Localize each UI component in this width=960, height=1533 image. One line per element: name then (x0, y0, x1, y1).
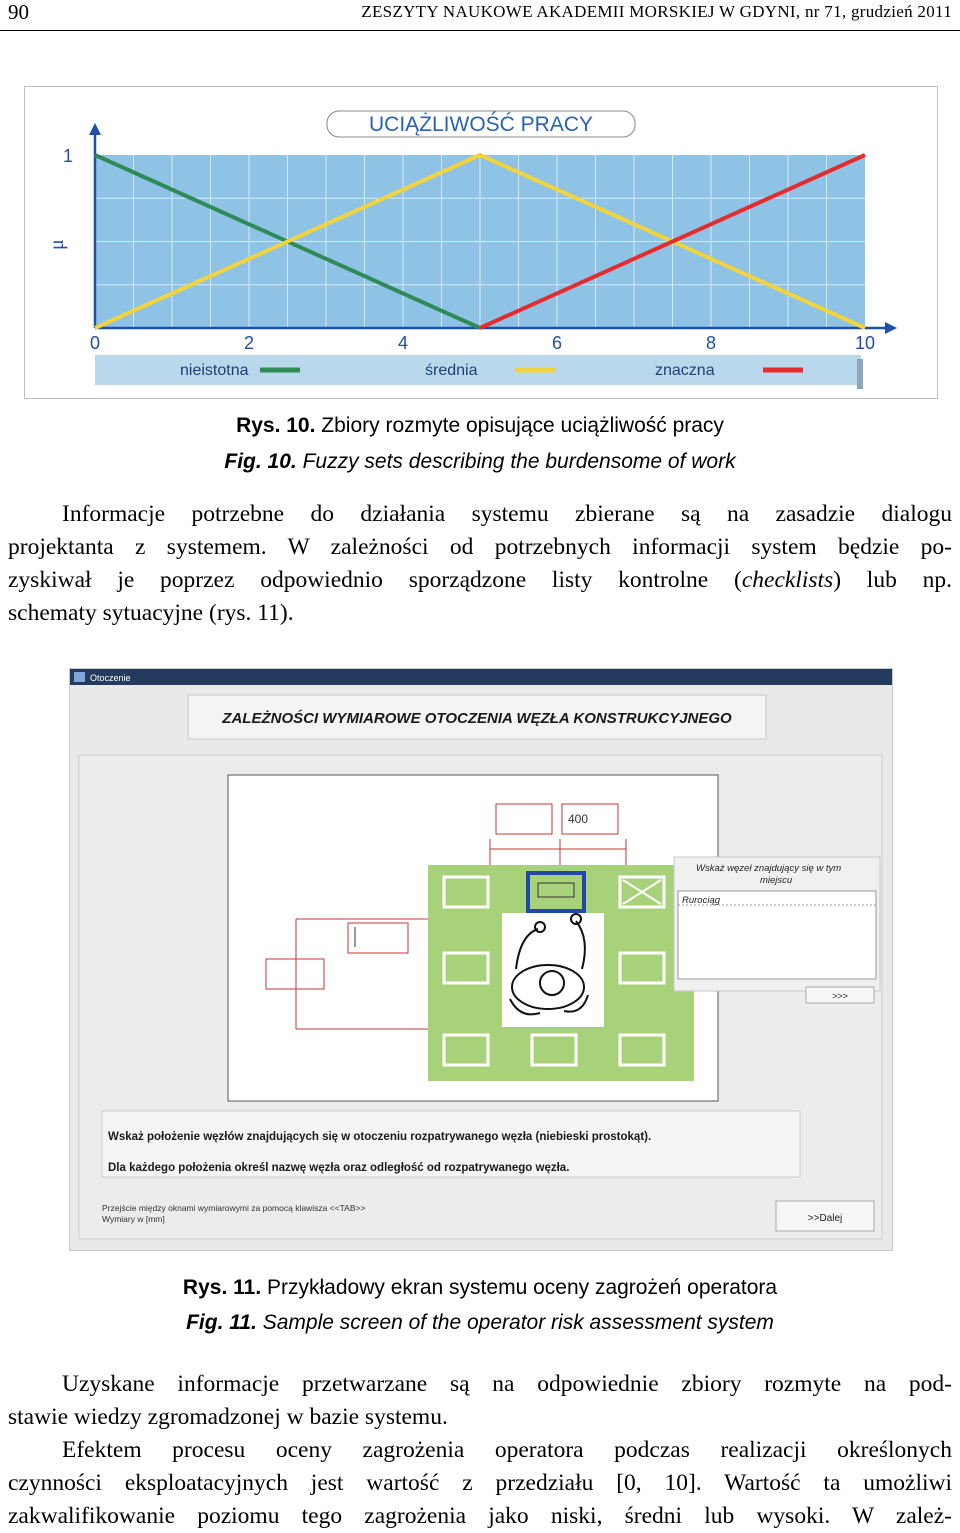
body-paragraph-3 (8, 1434, 952, 1533)
x-tick-label: 4 (397, 333, 409, 353)
selected-node[interactable] (528, 873, 584, 911)
dimension-input[interactable] (496, 804, 552, 834)
y-axis-arrow (89, 123, 101, 135)
x-tick-label: 8 (705, 333, 717, 353)
text-run: ) lub np. (833, 567, 952, 593)
x-tick-labels (90, 333, 875, 353)
text-line: czynności eksploatacyjnych jest wartość z przedziału [0, 10]. Wartość ta umożliwi (8, 1470, 952, 1496)
footnote-line: Przejście między oknami wymiarowymi za pomocą klawisza <<TAB>> (102, 1203, 366, 1213)
instruction-line: Wskaż położenie węzłów znajdujących się w otoczeniu rozpatrywanego węzła (niebieski prostokąt). (108, 1131, 652, 1143)
body-paragraph-2 (8, 1368, 952, 1434)
x-tick-label: 6 (551, 333, 563, 353)
next-button-label: >>Dalej (807, 1213, 843, 1224)
page-number: 90 (8, 0, 29, 24)
caption-text: Fuzzy sets describing the burdensome of work (296, 450, 736, 473)
button-label: >>> (832, 991, 848, 1001)
figure-11-caption-pl (0, 1276, 960, 1300)
node-slot[interactable] (532, 1035, 576, 1065)
node-slot[interactable] (444, 1035, 488, 1065)
italic-term: checklists (741, 567, 834, 593)
figure-10-chart (24, 86, 938, 399)
text-line: schematy sytuacyjne (rys. 11). (8, 600, 294, 626)
text-line: projektanta z systemem. W zależności od potrzebnych informacji system będzie po- (8, 534, 952, 560)
legend-label: nieistotna (180, 362, 249, 379)
running-header: ZESZYTY NAUKOWE AKADEMII MORSKIEJ W GDYNI, nr 71, grudzień 2011 (361, 2, 952, 21)
side-panel-prompt: Wskaż węzeł znajdujący się w tym (696, 863, 842, 874)
caption-label: Fig. 10. (224, 450, 297, 473)
figure-10-caption-pl (0, 414, 960, 438)
caption-text: Zbiory rozmyte opisujące uciążliwość pracy (315, 414, 724, 437)
side-panel-prompt: miejscu (760, 875, 793, 886)
dimension-input[interactable] (348, 923, 408, 953)
figure-11-screenshot (69, 668, 893, 1251)
window-titlebar[interactable] (70, 669, 892, 685)
figure-11-caption-en (0, 1311, 960, 1335)
caption-label: Rys. 11. (182, 1276, 262, 1299)
window-icon (74, 672, 85, 682)
node-slot[interactable] (620, 953, 664, 983)
header-rule (0, 30, 960, 31)
dimension-input[interactable] (266, 959, 324, 989)
x-tick-label: 2 (243, 333, 255, 353)
y-axis-label: μ (46, 239, 68, 250)
text-line: Informacje potrzebne do działania systemu zbierane są na zasadzie dialogu (62, 501, 952, 527)
text-line: Uzyskane informacje przetwarzane są na odpowiednie zbiory rozmyte na pod- (62, 1371, 952, 1397)
node-name-value: Rurociąg (682, 895, 721, 906)
footnote-line: Wymiary w [mm] (102, 1214, 165, 1224)
figure-10-caption-en (0, 450, 960, 474)
node-slot[interactable] (444, 953, 488, 983)
x-axis-arrow (885, 322, 897, 334)
node-slot[interactable] (444, 877, 488, 907)
text-line: stawie wiedzy zgromadzonej w bazie systemu. (8, 1404, 448, 1430)
x-tick-label: 10 (854, 333, 876, 353)
legend-band-shadow (857, 359, 863, 389)
node-slot[interactable] (620, 1035, 664, 1065)
text-line: Efektem procesu oceny zagrożenia operatora podczas realizacji określonych (62, 1437, 952, 1463)
caption-label: Rys. 10. (236, 414, 316, 437)
text-run: zyskiwał je poprzez odpowiednio sporządzone listy kontrolne ( (8, 567, 742, 593)
legend-label: średnia (425, 362, 478, 379)
caption-text: Przykładowy ekran systemu oceny zagrożeń operatora (261, 1276, 778, 1299)
caption-label: Fig. 11. (186, 1311, 257, 1334)
text-line: zakwalifikowanie poziomu tego zagrożenia jako niski, średni lub wysoki. W zależ- (8, 1503, 952, 1529)
legend-label: znaczna (655, 362, 715, 379)
window-title: Otoczenie (90, 673, 131, 683)
fuzzy-sets-chart (25, 87, 937, 398)
caption-text: Sample screen of the operator risk assessment system (256, 1311, 774, 1334)
instruction-line: Dla każdego położenia określ nazwę węzła oraz odległość od rozpatrywanego węzła. (108, 1162, 570, 1174)
body-paragraph-1 (8, 498, 952, 630)
banner-title: ZALEŻNOŚCI WYMIAROWE OTOCZENIA WĘZŁA KONSTRUKCYJNEGO (222, 710, 732, 727)
dimension-value: 400 (568, 812, 589, 826)
y-tick-label: 1 (63, 146, 74, 166)
risk-assessment-window (70, 669, 892, 1250)
grid-lines (95, 155, 865, 328)
x-tick-label: 0 (89, 333, 101, 353)
text-line (8, 564, 952, 597)
chart-title: UCIĄŻLIWOŚĆ PRACY (368, 113, 594, 136)
